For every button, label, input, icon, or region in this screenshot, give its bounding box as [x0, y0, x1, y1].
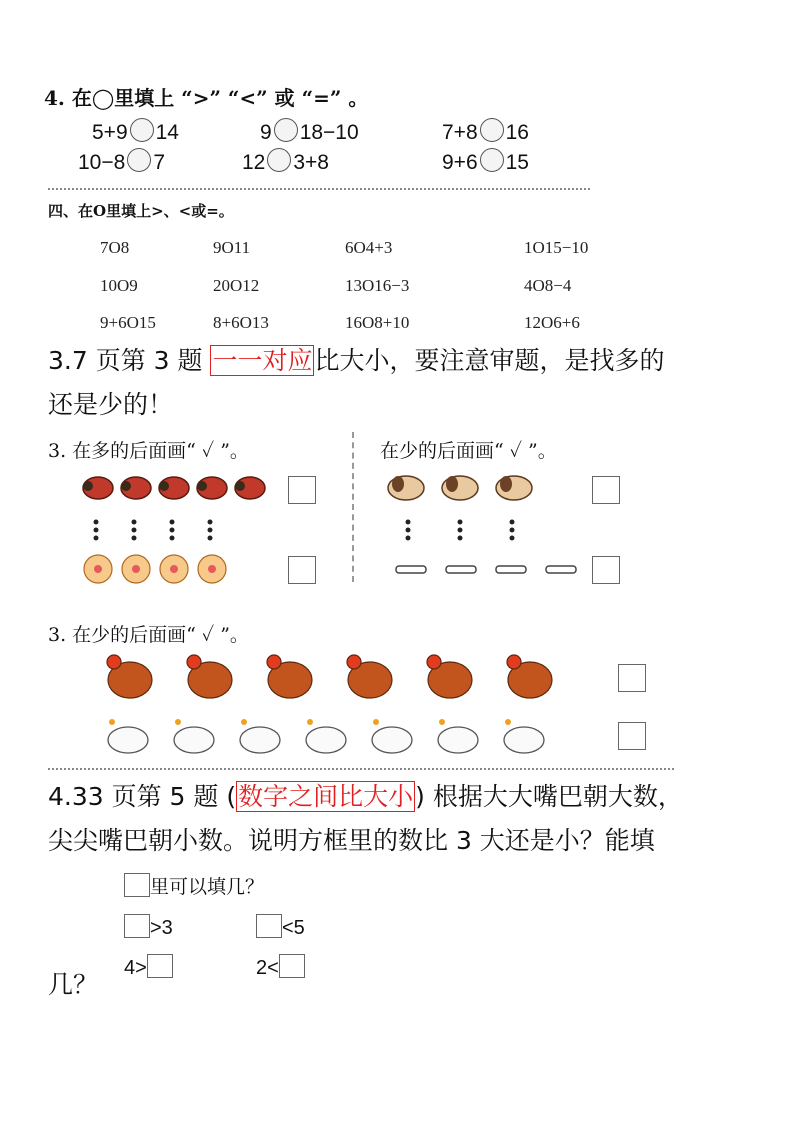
highlight-text: 数字之间比大小: [238, 782, 414, 811]
dots-right-icon: [400, 516, 520, 546]
compare-item: 10−8 7: [78, 148, 165, 175]
compare-item: 8+6O13: [213, 313, 269, 332]
dots-left-icon: [88, 516, 228, 546]
answer-box[interactable]: [256, 914, 282, 938]
note-line: 几？: [48, 970, 99, 999]
compare-item: <5: [256, 914, 305, 940]
blank-circle[interactable]: [480, 118, 504, 142]
compare-item: >3: [124, 914, 173, 940]
note-line: 尖尖嘴巴朝小数。说明方框里的数比 3 大还是小？能填: [48, 826, 655, 855]
compare-item: 4>: [124, 954, 173, 980]
highlight-text: 一一对应: [212, 346, 313, 375]
compare-item: 4O8−4: [524, 276, 572, 295]
compare-item: 9+6 15: [442, 148, 529, 175]
compare-item: 12O6+6: [524, 313, 580, 332]
compare-item: 9+6O15: [100, 313, 156, 332]
divider: [48, 188, 590, 190]
note-line: 3.7 页第 3 题 一一对应比大小，要注意审题，是找多的: [48, 346, 665, 375]
section1-title: 4. 在◯里填上 “>” “<” 或 “=” 。: [44, 86, 369, 110]
bone-group-icon: [392, 558, 582, 582]
compare-item: 16O8+10: [345, 313, 410, 332]
section3-right-title: 在少的后面画“ ✓ ”。: [380, 440, 557, 462]
compare-item: 12 3+8: [242, 148, 329, 175]
dog-group-icon: [384, 468, 544, 508]
compare-item: 20O12: [213, 276, 260, 295]
answer-checkbox[interactable]: [618, 722, 646, 750]
compare-item: 7O8: [100, 238, 130, 257]
answer-box[interactable]: [279, 954, 305, 978]
goose-group-icon: [100, 712, 560, 758]
section2-title: 四、在O里填上>、<或=。: [48, 202, 234, 220]
answer-checkbox[interactable]: [592, 556, 620, 584]
note-line: 还是少的！: [48, 390, 174, 419]
compare-item: 2<: [256, 954, 305, 980]
compare-item: 10O9: [100, 276, 138, 295]
answer-checkbox[interactable]: [618, 664, 646, 692]
ladybug-group-icon: [80, 468, 280, 508]
answer-box[interactable]: [124, 914, 150, 938]
compare-item: 7+8 16: [442, 118, 529, 145]
vertical-divider: [352, 432, 354, 582]
compare-item: 5+9 14: [92, 118, 179, 145]
blank-circle[interactable]: [274, 118, 298, 142]
answer-box[interactable]: [124, 873, 150, 897]
rooster-group-icon: [100, 650, 580, 706]
compare-item: 9 18−10: [260, 118, 359, 145]
section5-title: 里可以填几？: [124, 872, 264, 899]
flower-group-icon: [80, 552, 240, 586]
answer-checkbox[interactable]: [288, 476, 316, 504]
compare-item: 13O16−3: [345, 276, 410, 295]
blank-circle[interactable]: [127, 148, 151, 172]
answer-box[interactable]: [147, 954, 173, 978]
note-line: 4.33 页第 5 题 (数字之间比大小) 根据大大嘴巴朝大数，: [48, 782, 683, 811]
blank-circle[interactable]: [130, 118, 154, 142]
section4-title: 3. 在少的后面画“ ✓ ”。: [48, 624, 249, 646]
compare-item: 9O11: [213, 238, 251, 257]
compare-item: 6O4+3: [345, 238, 393, 257]
section3-left-title: 3. 在多的后面画“ ✓ ”。: [48, 440, 249, 462]
answer-checkbox[interactable]: [288, 556, 316, 584]
divider: [48, 768, 674, 770]
answer-checkbox[interactable]: [592, 476, 620, 504]
blank-circle[interactable]: [480, 148, 504, 172]
compare-item: 1O15−10: [524, 238, 589, 257]
blank-circle[interactable]: [267, 148, 291, 172]
